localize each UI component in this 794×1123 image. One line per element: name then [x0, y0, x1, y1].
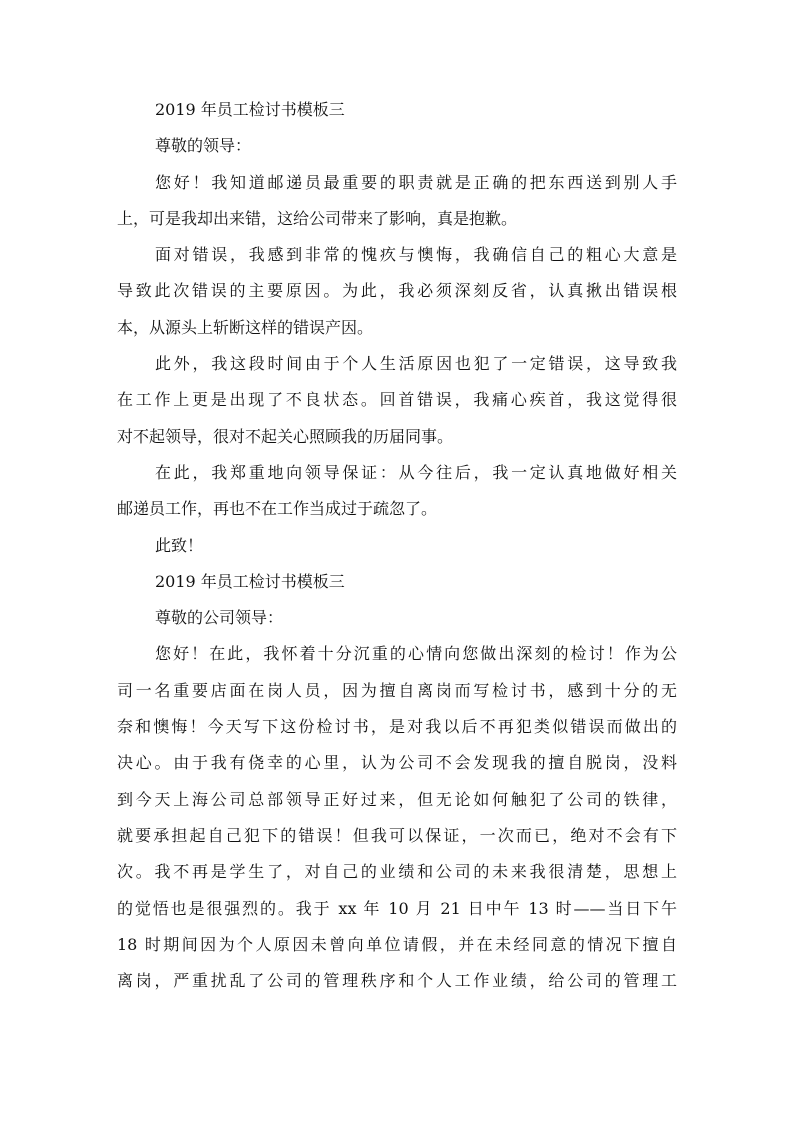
body-line: 18 时期间因为个人原因未曾向单位请假，并在未经同意的情况下擅自 — [117, 934, 677, 954]
salutation-2: 尊敬的公司领导： — [155, 608, 284, 628]
section-title-1: 2019 年员工检讨书模板三 — [155, 100, 345, 119]
body-line: 就要承担起自己犯下的错误！但我可以保证，一次而已，绝对不会有下 — [117, 825, 677, 845]
body-line: 司一名重要店面在岗人员，因为擅自离岗而写检讨书，感到十分的无 — [117, 680, 677, 700]
body-line: 导致此次错误的主要原因。为此，我必须深刻反省，认真揪出错误根 — [117, 281, 677, 301]
closing-line: 此致！ — [155, 535, 204, 555]
body-line: 本，从源头上斩断这样的错误产因。 — [117, 317, 374, 337]
document-body — [117, 92, 677, 999]
body-line: 上，可是我却出来错，这给公司带来了影响，真是抱歉。 — [117, 208, 518, 228]
body-line: 奈和懊悔！今天写下这份检讨书，是对我以后不再犯类似错误而做出的 — [117, 717, 677, 737]
body-line: 在工作上更是出现了不良状态。回首错误，我痛心疾首，我这觉得很 — [117, 390, 677, 410]
body-line: 决心。由于我有侥幸的心里，认为公司不会发现我的擅自脱岗，没料 — [117, 753, 677, 773]
body-line: 在此，我郑重地向领导保证：从今往后，我一定认真地做好相关 — [155, 462, 677, 482]
body-line: 的觉悟也是很强烈的。我于 xx 年 10 月 21 日中午 13 时——当日下午 — [117, 898, 677, 918]
body-line: 您好！我知道邮递员最重要的职责就是正确的把东西送到别人手 — [155, 172, 677, 192]
body-line: 到今天上海公司总部领导正好过来，但无论如何触犯了公司的铁律， — [117, 789, 677, 809]
body-line: 此外，我这段时间由于个人生活原因也犯了一定错误，这导致我 — [155, 354, 677, 374]
body-line: 离岗，严重扰乱了公司的管理秩序和个人工作业绩，给公司的管理工 — [117, 971, 677, 991]
body-line: 邮递员工作，再也不在工作当成过于疏忽了。 — [117, 499, 438, 519]
body-line: 次。我不再是学生了，对自己的业绩和公司的未来我很清楚，思想上 — [117, 862, 677, 882]
salutation-1: 尊敬的领导： — [155, 136, 252, 156]
body-line: 对不起领导，很对不起关心照顾我的历届同事。 — [117, 426, 454, 446]
body-line: 面对错误，我感到非常的愧疚与懊悔，我确信自己的粗心大意是 — [155, 245, 677, 265]
body-line: 您好！在此，我怀着十分沉重的心情向您做出深刻的检讨！作为公 — [155, 644, 677, 664]
section-title-2: 2019 年员工检讨书模板三 — [155, 571, 345, 591]
